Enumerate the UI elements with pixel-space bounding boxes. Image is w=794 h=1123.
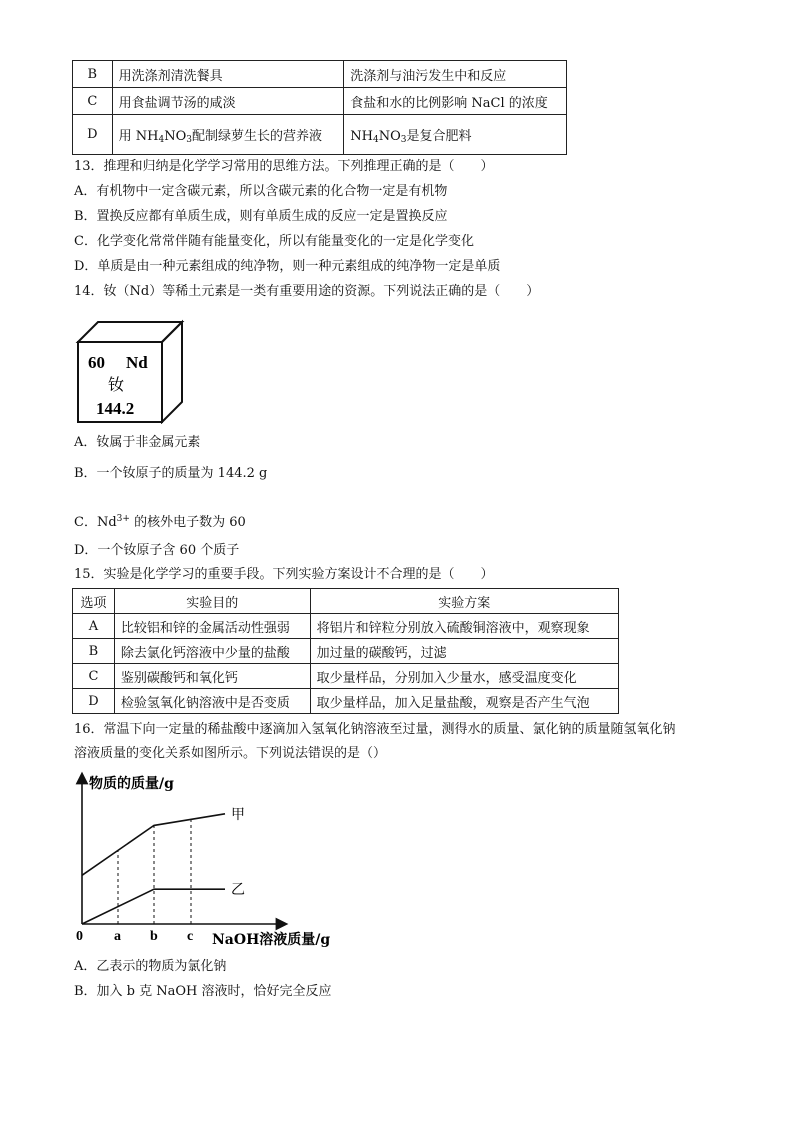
series-label: 乙 [231, 882, 245, 899]
header-purpose: 实验目的 [114, 589, 310, 614]
row-key: A [73, 614, 115, 639]
header-plan: 实验方案 [310, 589, 618, 614]
table-row [73, 115, 567, 155]
header-option: 选项 [73, 589, 115, 614]
table-row [73, 88, 567, 115]
row-purpose: 除去氯化钙溶液中少量的盐酸 [114, 639, 310, 664]
row-key: C [73, 664, 115, 689]
q15-table [72, 588, 619, 714]
q16-chart [70, 766, 370, 952]
row-purpose: 检验氢氧化钠溶液中是否变质 [114, 689, 310, 714]
q13-option-b: B．置换反应都有单质生成，则有单质生成的反应一定是置换反应 [74, 209, 448, 224]
series-label: 甲 [231, 806, 245, 823]
row-plan: 取少量样品，加入足量盐酸，观察是否产生气泡 [310, 689, 618, 714]
q14-option-d: D．一个钕原子含 60 个质子 [74, 543, 240, 558]
row-key: B [73, 639, 115, 664]
row-practice: 用 $NH_4NO_3$配制绿萝生长的营养液 [112, 115, 344, 155]
element-cube-figure [74, 318, 186, 424]
cube-side [162, 322, 182, 422]
q13-option-a: A．有机物中一定含碳元素，所以含碳元素的化合物一定是有机物 [74, 184, 448, 199]
row-key: D [73, 689, 115, 714]
table-row [73, 614, 619, 639]
q16-option-a: A．乙表示的物质为氯化钠 [74, 959, 227, 974]
row-plan: 取少量样品，分别加入少量水，感受温度变化 [310, 664, 618, 689]
atomic-number: 60 [88, 353, 105, 372]
x-tick-label: 0 [76, 929, 83, 944]
table-row [73, 689, 619, 714]
atomic-mass: 144.2 [96, 399, 135, 418]
row-explanation: 食盐和水的比例影响 NaCl 的浓度 [344, 88, 567, 115]
row-purpose: 比较铝和锌的金属活动性强弱 [114, 614, 310, 639]
element-symbol: Nd [126, 353, 148, 372]
q14-option-c: C．$Nd^{3+}$ 的核外电子数为 60 [74, 514, 246, 530]
element-name: 钕 [108, 375, 125, 394]
q14-stem: 14．钕（Nd）等稀土元素是一类有重要用途的资源。下列说法正确的是（ ） [74, 284, 540, 299]
row-practice: 用洗涤剂清洗餐具 [112, 61, 344, 88]
row-practice: 用食盐调节汤的咸淡 [112, 88, 344, 115]
x-tick-label: b [150, 929, 158, 944]
table-row [73, 61, 567, 88]
q16-option-b: B．加入 b 克 NaOH 溶液时，恰好完全反应 [74, 984, 332, 999]
table-row [73, 664, 619, 689]
q13-option-c: C．化学变化常常伴随有能量变化，所以有能量变化的一定是化学变化 [74, 234, 474, 249]
q12-table [72, 60, 567, 155]
table-row [73, 639, 619, 664]
row-plan: 加过量的碳酸钙，过滤 [310, 639, 618, 664]
x-axis-label: NaOH溶液质量/g [212, 932, 331, 948]
q16-stem-line1: 16．常温下向一定量的稀盐酸中逐滴加入氢氧化钠溶液至过量，测得水的质量、氯化钠的质量随氢氧化钠 [74, 722, 676, 737]
row-explanation: 洗涤剂与油污发生中和反应 [344, 61, 567, 88]
row-key: C [73, 88, 113, 115]
series-line-yi [82, 889, 225, 924]
q13-option-d: D．单质是由一种元素组成的纯净物，则一种元素组成的纯净物一定是单质 [74, 259, 501, 274]
q14-option-b: B．一个钕原子的质量为 144.2 g [74, 466, 268, 481]
q14-option-a: A．钕属于非金属元素 [74, 435, 201, 450]
y-axis-label: 物质的质量/g [89, 776, 174, 792]
row-purpose: 鉴别碳酸钙和氧化钙 [114, 664, 310, 689]
q16-stem-line2: 溶液质量的变化关系如图所示。下列说法错误的是（） [74, 746, 387, 761]
q15-stem: 15．实验是化学学习的重要手段。下列实验方案设计不合理的是（ ） [74, 567, 494, 582]
table-header-row [73, 589, 619, 614]
x-tick-label: a [114, 929, 121, 944]
row-key: D [73, 115, 113, 155]
row-key: B [73, 61, 113, 88]
q13-stem: 13．推理和归纳是化学学习常用的思维方法。下列推理正确的是（ ） [74, 159, 494, 174]
row-explanation: $NH_4NO_3$是复合肥料 [344, 115, 567, 155]
x-tick-label: c [187, 929, 194, 944]
row-plan: 将铝片和锌粒分别放入硫酸铜溶液中，观察现象 [310, 614, 618, 639]
